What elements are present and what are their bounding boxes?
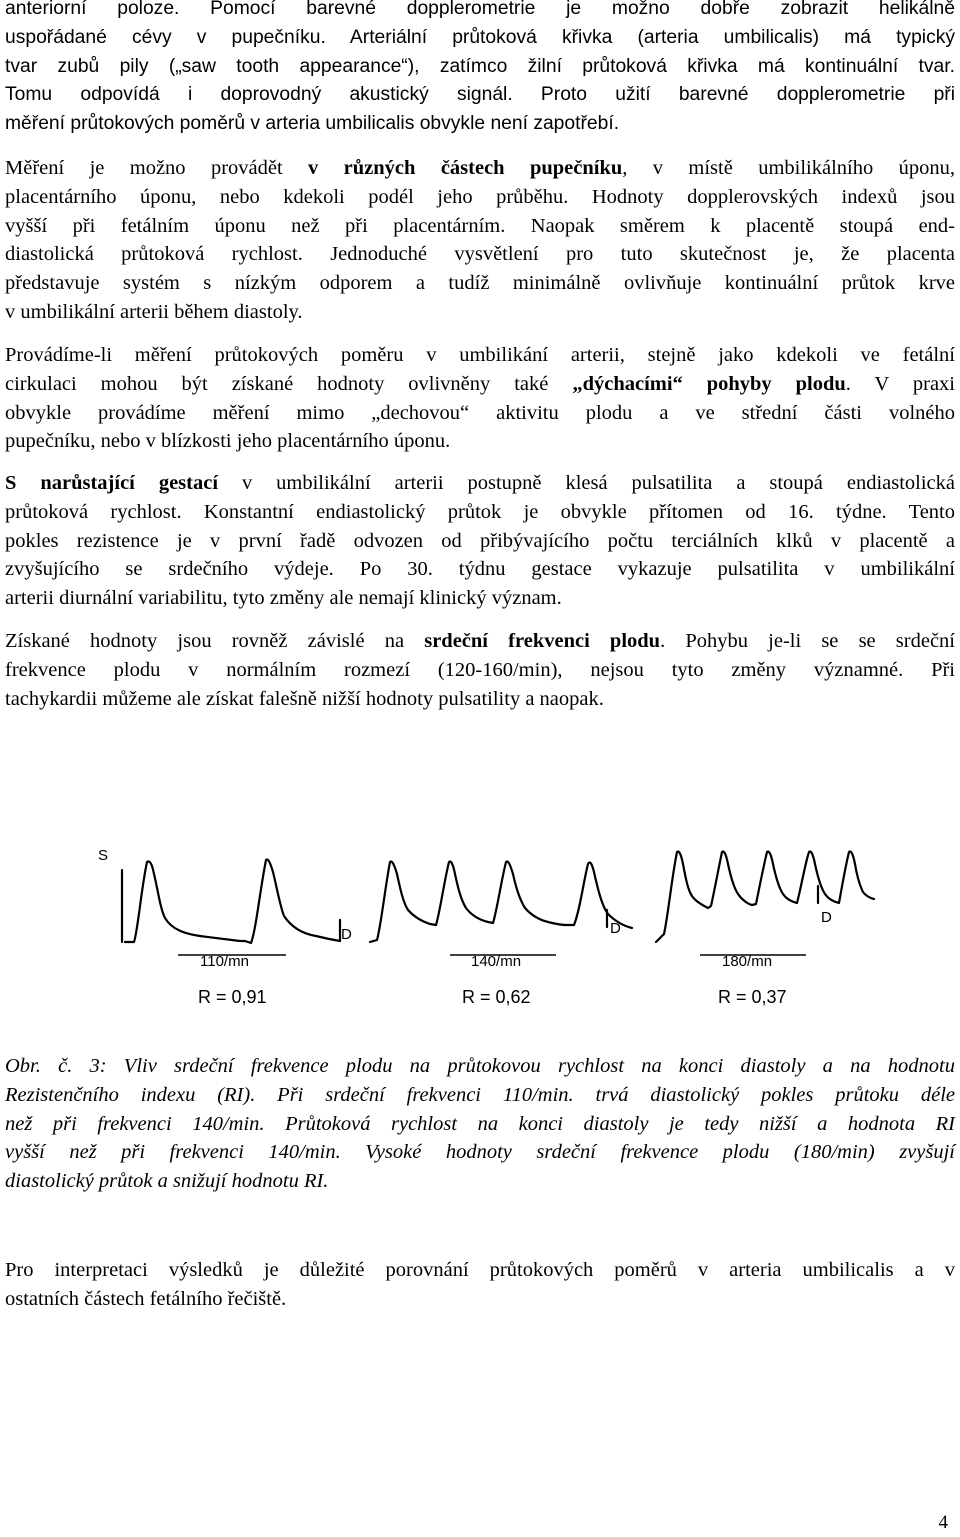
text-line: tvar zubů pily („saw tooth appearance“), zatímco žilní průtoková křivka má kontinuální tvar.	[5, 55, 955, 77]
caption-line: vyšší než při frekvenci 140/min. Vysoké hodnoty srdeční frekvence plodu (180/min) zvyšují	[5, 1141, 955, 1164]
text-line	[5, 154, 955, 183]
rate-label-180: 180/mn	[722, 953, 773, 970]
waveform-140	[370, 862, 632, 943]
page-number: 4	[938, 1512, 948, 1533]
caption-line: než při frekvenci 140/min. Průtoková rychlost na konci diastoly je tedy nižší a hodnota RI	[5, 1112, 955, 1135]
rate-label-140: 140/mn	[471, 953, 522, 970]
ri-value-180: R = 0,37	[718, 987, 787, 1007]
waveform-180	[656, 852, 874, 943]
text-line: Pro interpretaci výsledků je důležité porovnání průtokových poměrů v arteria umbilicalis a v	[5, 1259, 955, 1281]
text-line: frekvence plodu v normálním rozmezí (120-160/min), nejsou tyto změny významné. Při	[5, 658, 955, 681]
bold-term: srdeční frekvenci plodu	[424, 630, 661, 652]
text-run: Měření je možno provádět	[5, 157, 309, 179]
paragraph-umbilical-flow	[5, 0, 955, 139]
text-line: pupečníku, nebo v blízkosti jeho placentárního úponu.	[5, 430, 451, 453]
text-line: ostatních částech fetálního řečiště.	[5, 1287, 287, 1310]
s-label: S	[98, 847, 109, 864]
rate-label-110: 110/mn	[200, 953, 249, 970]
text-line: anteriorní poloze. Pomocí barevné dopplerometrie je možno dobře zobrazit helikálně	[5, 0, 955, 19]
paragraph-breathing	[5, 341, 955, 456]
paragraph-measurement-sites	[5, 154, 955, 327]
paragraph-heart-rate	[5, 627, 955, 713]
d-label-1: D	[341, 926, 352, 943]
paragraph-interpretation	[5, 1256, 955, 1314]
text-run: . Pohybu je-li se se srdeční	[660, 630, 955, 652]
waveform-illustration	[0, 830, 960, 1040]
text-line: tachykardii můžeme ale získat falešně nižší hodnoty pulsatility a naopak.	[5, 687, 604, 710]
caption-line: diastolický průtok a snižují hodnotu RI.	[5, 1170, 329, 1193]
text-line: průtoková rychlost. Konstantní endiastolický průtok je obvykle přítomen od 16. týdne. Tento	[5, 500, 955, 523]
text-line	[5, 627, 955, 656]
text-line: měření průtokových poměrů v arteria umbilicalis obvykle není zapotřebí.	[5, 113, 620, 135]
d-label-2: D	[610, 920, 621, 937]
text-line: pokles rezistence je v první řadě odvozen od přibývajícího počtu terciálních klků v placentě a	[5, 529, 955, 552]
paragraph-gestation	[5, 469, 955, 613]
text-line: uspořádané cévy v pupečníku. Arteriální průtoková křivka (arteria umbilicalis) má typický	[5, 26, 955, 48]
bold-term: S narůstající gestací	[5, 472, 219, 494]
text-line: vyšší při fetálním úponu než při placentárním. Naopak směrem k placentě stoupá end-	[5, 214, 955, 237]
text-run: Získané hodnoty jsou rovněž závislé na	[5, 630, 425, 652]
ri-value-140: R = 0,62	[462, 987, 531, 1007]
bold-term: v různých částech pupečníku	[308, 157, 623, 179]
caption-line: Rezistenčního indexu (RI). Při srdeční frekvenci 110/min. trvá diastolický pokles průtoku déle	[5, 1083, 955, 1106]
text-line: obvykle provádíme měření mimo „dechovou“ aktivitu plodu a ve střední části volného	[5, 401, 955, 424]
text-line: představuje systém s nízkým odporem a tudíž minimálně ovlivňuje kontinuální průtok krve	[5, 272, 955, 295]
doppler-waveform-figure	[0, 830, 960, 1040]
text-line	[5, 469, 955, 498]
caption-line: Obr. č. 3: Vliv srdeční frekvence plodu na průtokovou rychlost na konci diastoly a na hodnotu	[5, 1055, 955, 1077]
text-line: Tomu odpovídá i doprovodný akustický signál. Proto užití barevné dopplerometrie při	[5, 84, 955, 106]
text-run: . V praxi	[845, 372, 956, 395]
text-line: diastolická průtoková rychlost. Jednoduché vysvětlení pro tuto skutečnost je, že placenta	[5, 243, 955, 266]
text-run: cirkulaci mohou být získané hodnoty ovlivněny také	[5, 372, 573, 395]
ri-value-110: R = 0,91	[198, 987, 267, 1007]
bold-term: „dýchacími“ pohyby plodu	[572, 372, 846, 395]
figure-caption	[5, 1052, 955, 1196]
text-line: Provádíme-li měření průtokových poměru v umbilikání arterii, stejně jako kdekoli ve fetální	[5, 344, 955, 366]
d-label-3: D	[821, 909, 832, 926]
text-line: placentárního úponu, nebo kdekoli podél jeho průběhu. Hodnoty dopplerovských indexů jsou	[5, 185, 955, 208]
text-line	[5, 370, 955, 399]
text-run: , v místě umbilikálního úponu,	[622, 157, 955, 179]
text-line: arterii diurnální variabilitu, tyto změny ale nemají klinický význam.	[5, 587, 562, 610]
text-run: v umbilikální arterii postupně klesá pulsatilita a stoupá endiastolická	[218, 472, 955, 494]
text-line: zvyšujícího se srdečního výdeje. Po 30. týdnu gestace vykazuje pulsatilita v umbilikální	[5, 558, 955, 581]
text-line: v umbilikální arterii během diastoly.	[5, 300, 303, 323]
waveform-110	[125, 860, 340, 944]
